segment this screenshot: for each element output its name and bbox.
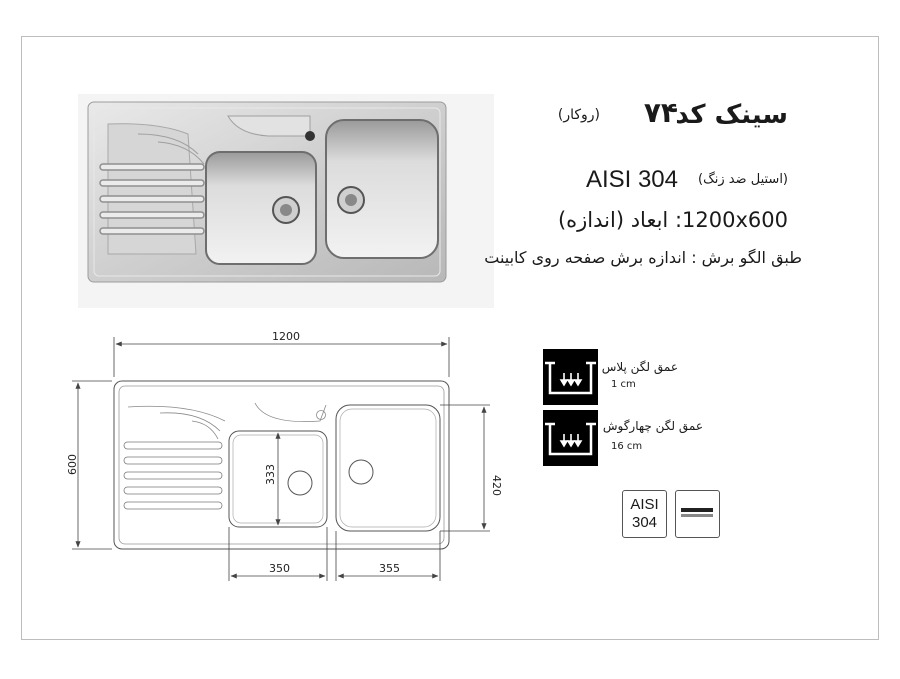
depth-label-plus: عمق لگن پلاس (601, 360, 678, 374)
material-badge (622, 490, 667, 538)
material-badge-line2: 304 (631, 514, 658, 531)
bowl-depth-icon (543, 349, 598, 405)
steel-sheet-icon (675, 490, 720, 538)
depth-label-square: عمق لگن چهارگوش (602, 419, 703, 433)
product-code: ۷۴ (643, 96, 678, 129)
width-dimension-label: 1200 (272, 330, 300, 343)
height-dimension-label: 600 (66, 454, 79, 475)
depth-value-plus: 1 cm (611, 379, 636, 390)
left-bowl-width-label: 350 (269, 562, 290, 575)
depth-value-square: 16 cm (611, 441, 643, 452)
sink-photo (78, 94, 494, 308)
product-title: سینک کد (675, 100, 788, 130)
right-bowl-height-label: 420 (490, 475, 503, 496)
left-bowl-height-label: 333 (264, 464, 277, 485)
material-badge-line1: AISI (630, 496, 659, 513)
right-bowl-width-label: 355 (379, 562, 400, 575)
steel-label: (استیل ضد زنگ) (698, 172, 788, 187)
technical-drawing (60, 325, 503, 594)
bowl-depth-icon (543, 410, 598, 466)
steel-grade: AISI 304 (585, 166, 678, 193)
dimensions-line: 1200x600: ابعاد (اندازه) (557, 208, 788, 232)
install-type: (روکار) (557, 107, 600, 123)
cut-template-line: طبق الگو برش : اندازه برش صفحه روی کابینت (484, 248, 802, 267)
